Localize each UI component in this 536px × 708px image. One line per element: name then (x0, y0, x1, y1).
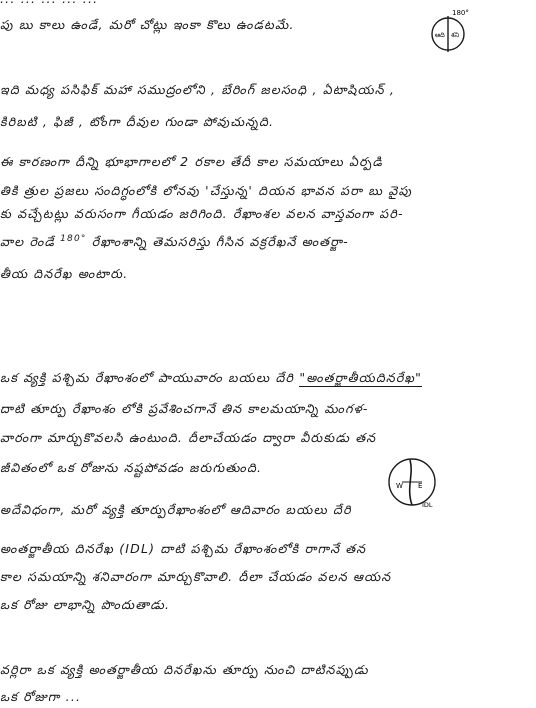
text-line: పు బు కాలు ఉండే, మరో చోట్లు ఇంకా కొలు ఉండటమే. (0, 17, 295, 32)
text-segment: రేఖాంశాన్ని తెమసరిస్తు గీసిన వక్రరేఖనే అంతర్జా- (91, 234, 349, 250)
text-line: జీవితంలో ఒక రోజును నష్టపోవడం జరుగుతుంది. (0, 460, 263, 475)
globe-east-label: E (418, 482, 423, 490)
text-line: ఒక రోజు లాభాన్ని పొందుతాడు. (0, 597, 171, 612)
globe-idl-label: IDL (422, 501, 433, 509)
idl-term: "అంతర్జాతీయదినరేఖ" (299, 370, 423, 385)
globe-degree-label: 180° (452, 9, 469, 17)
text-line: అదేవిధంగా, మరో వ్యక్తి తూర్పురేఖాంశంలో ఆదివారం బయలు దేరి (0, 502, 352, 517)
globe-sketch-bottom (384, 452, 446, 512)
text-line: దాటి తూర్పు రేఖాంశం లోకి ప్రవేశించగానే తిన కాలమయాన్ని మంగళ- (0, 401, 369, 416)
text-line: తీయ దినరేఖ అంటారు. (0, 266, 129, 281)
text-line: కు వచ్చేటట్లు వరుసంగా గీయడం జరిగింది. రేఖాంశల వలన వాస్తవంగా పరి- (0, 206, 404, 221)
text-segment: ఒక వ్యక్తి పశ్చిమ రేఖాంశంలో పాయువారం బయలు దేరి (0, 370, 295, 385)
text-line: అంతర్జాతీయ దినరేఖ (IDL) దాటి పశ్చిమ రేఖాంశంలోకి రాగానే తన (0, 541, 367, 556)
text-line (0, 234, 349, 253)
globe-sketch-top (426, 6, 476, 54)
text-line: ఈ కారణంగా దీన్ని భూభాగాలలో 2 రకాల తేదీ కాల సమయాలు ఏర్పడి (0, 154, 384, 169)
text-line (0, 0, 98, 6)
text-line: కిరిబటి , ఫిజీ , టోంగా దీవుల గుండా పోవుచున్నది. (0, 114, 275, 129)
globe-right-label: శని (451, 31, 460, 39)
text-line: ఇది మధ్య పసిఫిక్ మహా సముద్రంలోని , బేరింగ్ జలసంధి , ఏటాషియన్ , (0, 82, 396, 97)
text-line: వారంగా మార్చుకొవలసి ఉంటుంది. దీలాచేయడం ద్వారా వీరుకుడు తన (0, 430, 377, 445)
text-segment: వాల రెండే (0, 234, 55, 250)
text-line: వర్లిరా ఒక వ్యక్తి అంతర్జాతీయ దినరేఖను తూర్పు నుంచి దాటినప్పుడు (0, 662, 369, 677)
text-line (0, 370, 422, 389)
globe-west-label: W (396, 482, 403, 490)
text-line: తికి త్రుల ప్రజలు సందిగ్ధంలోకి లోనవు 'చేస్తున్న' దియన భావన పరా బు వైపు (0, 183, 413, 198)
text-line: ఒక రోజుగా ... (0, 689, 82, 704)
text-line: కాల సమయాన్ని శనివారంగా మార్చుకొవాలి. దీలా చేయడం వలన ఆయన (0, 569, 392, 584)
globe-left-label: ఆది (435, 31, 445, 39)
degree-value: 180° (60, 234, 87, 244)
